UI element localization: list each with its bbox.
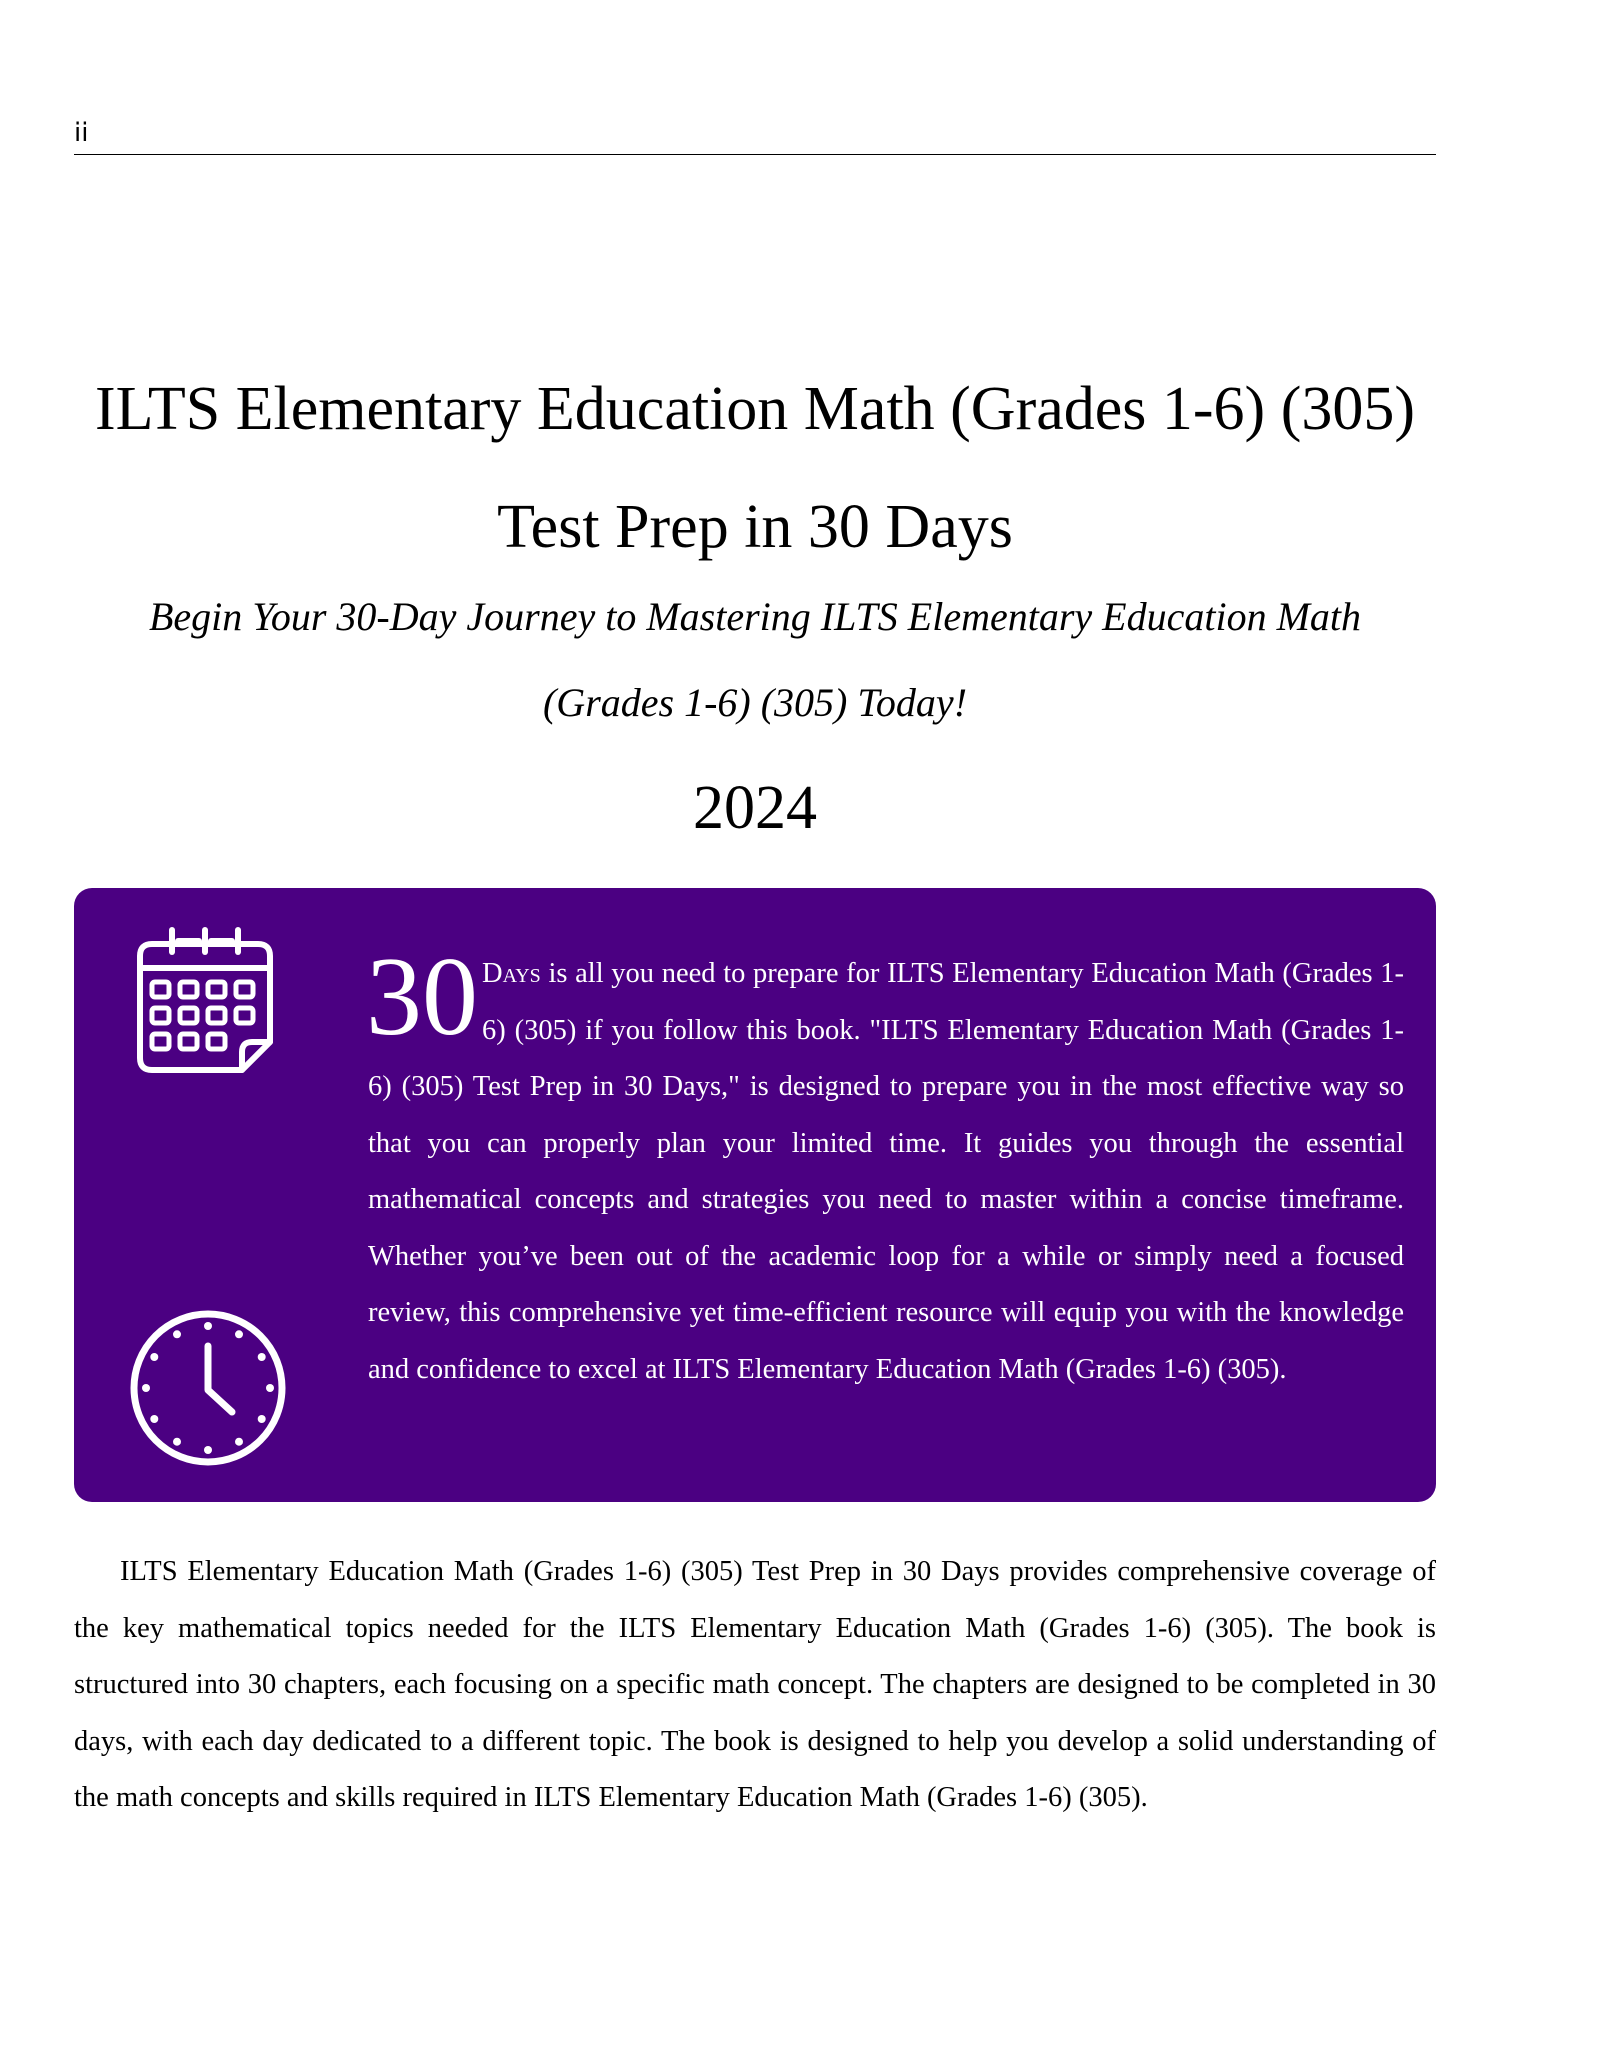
callout-text — [366, 935, 1404, 1398]
book-subtitle-line-2: (Grades 1-6) (305) Today! — [542, 680, 968, 725]
clock-icon — [128, 1308, 288, 1468]
book-title-line-1: ILTS Elementary Education Math (Grades 1-6) (305) — [95, 375, 1415, 443]
book-title — [74, 350, 1436, 586]
publication-year: 2024 — [693, 774, 817, 842]
callout-first-word: Days — [482, 958, 541, 989]
book-subtitle — [74, 574, 1436, 746]
calendar-icon — [130, 922, 280, 1078]
callout-body: is all you need to prepare for ILTS Elementary Education Math (Grades 1-6) (305) if you follow this book. "ILTS Elementary Education Math (Grades 1-6) (305) Test Prep in 30 Days," is designed to prepare you in the most effective way so that you can properly plan your limited time. It guides you through the essential mathematical concepts and strategies you need to master within a concise timeframe. Whether you’ve been out of the academic loop for a while or simply need a focused review, this comprehensive yet time-efficient resource will equip you with the knowledge and confidence to excel at ILTS Elementary Education Math (Grades 1-6) (305). — [368, 958, 1404, 1385]
book-title-line-2: Test Prep in 30 Days — [497, 493, 1013, 561]
callout-box — [74, 888, 1436, 1502]
page-number: ii — [74, 118, 89, 148]
book-subtitle-line-1: Begin Your 30-Day Journey to Mastering ILTS Elementary Education Math — [148, 594, 1361, 639]
intro-paragraph: ILTS Elementary Education Math (Grades 1-6) (305) Test Prep in 30 Days provides comprehensive coverage of the key mathematical topics needed for the ILTS Elementary Education Math (Grades 1-6) (305). The book is structured into 30 chapters, each focusing on a specific math concept. The chapters are designed to be completed in 30 days, with each day dedicated to a different topic. The book is designed to help you develop a solid understanding of the math concepts and skills required in ILTS Elementary Education Math (Grades 1-6) (305). — [74, 1556, 1436, 1813]
page-header — [74, 118, 1436, 155]
dropcap-number: 30 — [366, 935, 478, 1059]
